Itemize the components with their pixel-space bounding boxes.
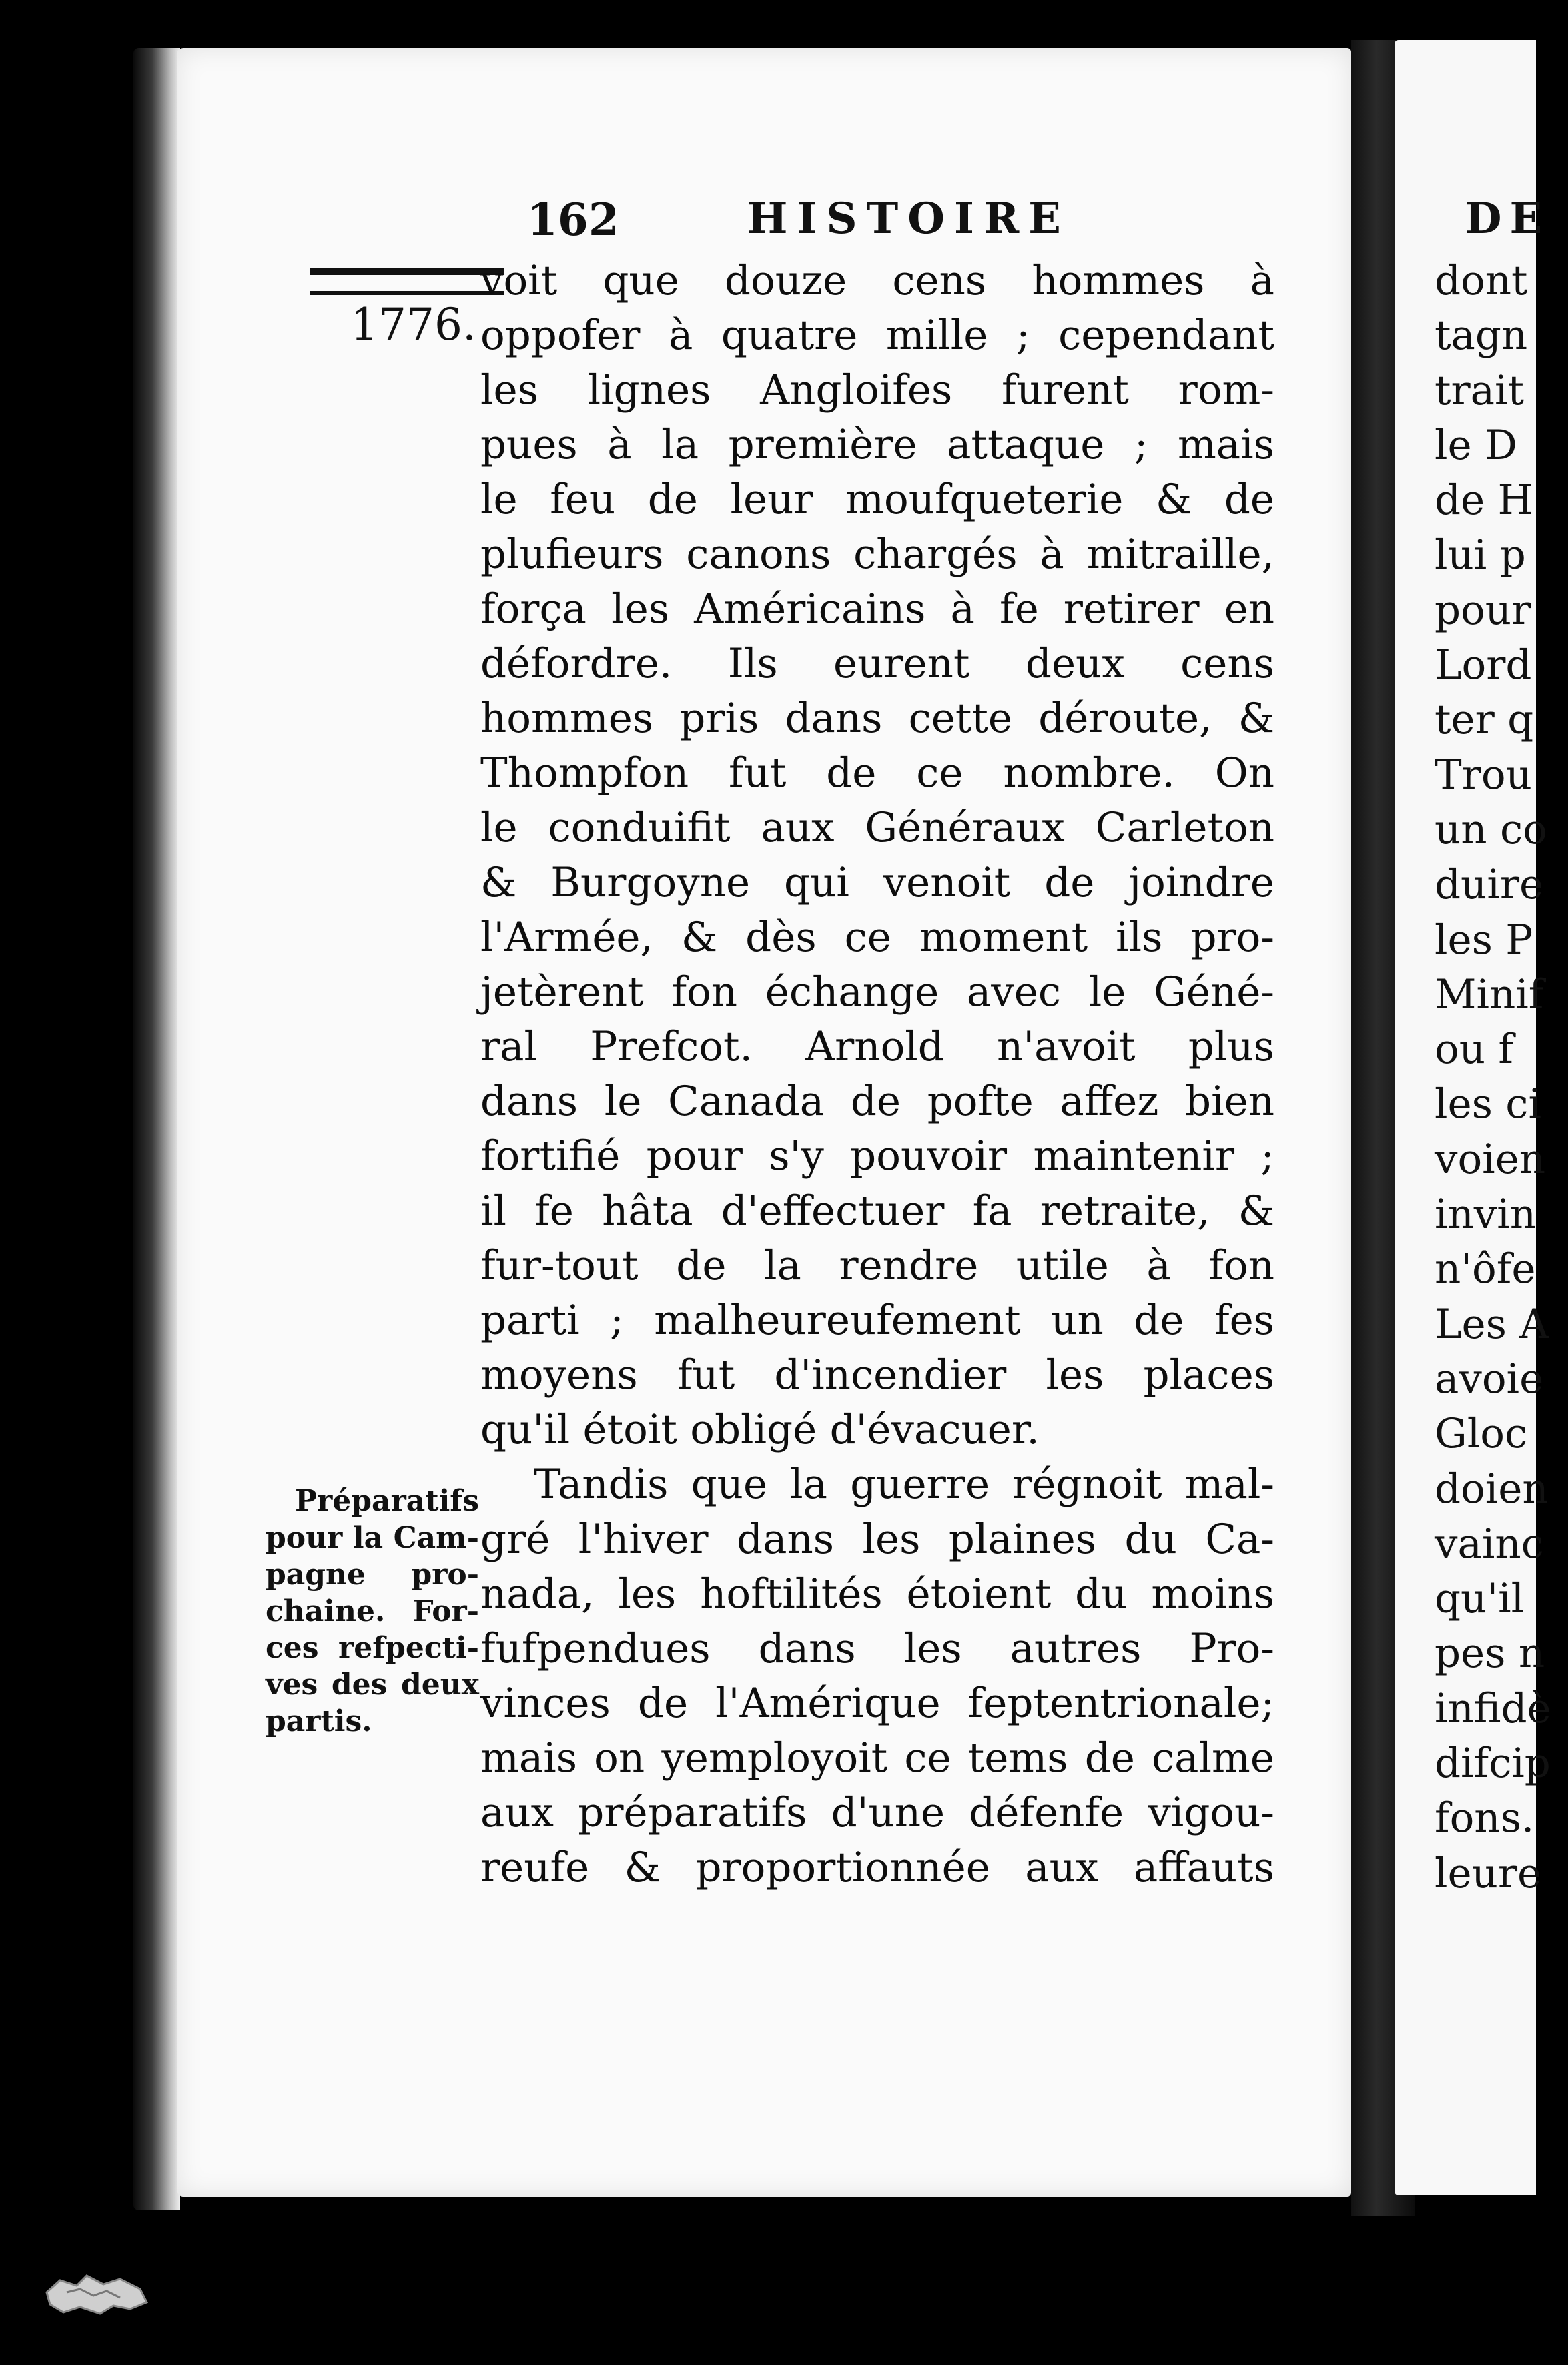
page-edge [133,48,180,2210]
margin-note-line: ves des deux [266,1668,479,1702]
text-line: força les Américains à fe retirer en [480,585,1274,633]
text-line: Tandis que la guerre régnoit mal- [534,1461,1274,1508]
text-line: moyens fut d'incendier les places [480,1351,1274,1399]
text-line: nada, les hoftilités étoient du moins [480,1570,1274,1618]
text-line: Thompfon fut de ce nombre. On [480,749,1274,797]
text-line: vinces de l'Amérique feptentrionale; [480,1680,1274,1727]
text-line: & Burgoyne qui venoit de joindre [480,859,1274,906]
text-line: gré l'hiver dans les plaines du Ca- [480,1515,1274,1563]
text-line: hommes pris dans cette déroute, & [480,695,1274,742]
text-line: l'Armée, & dès ce moment ils pro- [480,914,1274,961]
decorative-rule [310,268,504,295]
facing-line: de H [1435,476,1533,525]
text-line: reufe & proportionnée aux affauts [480,1844,1274,1891]
margin-note-line: partis. [266,1704,372,1738]
facing-line: n'ôfe [1435,1245,1536,1293]
margin-note-line: pagne pro- [266,1558,479,1592]
facing-line: voien [1435,1135,1546,1183]
facing-line: Lord [1435,641,1532,689]
text-line: voit que douze cens hommes à [480,257,1274,304]
facing-line: un co [1435,805,1547,854]
facing-line: le D [1435,421,1517,469]
facing-line: les P [1435,916,1533,964]
margin-note-line: pour la Cam- [266,1521,479,1555]
text-line: mais on yemployoit ce tems de calme [480,1734,1274,1782]
year-marginal: 1776. [350,299,476,350]
scanner-artifact-icon [40,2266,153,2322]
margin-note [266,1483,479,1740]
facing-line: Les A [1435,1300,1549,1348]
facing-line: les ci [1435,1080,1541,1128]
facing-line: invin [1435,1191,1537,1239]
facing-line: duire [1435,861,1544,909]
text-line: plufieurs canons chargés à mitraille, [480,531,1274,578]
text-line: le feu de leur moufqueterie & de [480,476,1274,523]
facing-line: Gloc [1435,1410,1528,1458]
facing-line: qu'il [1435,1575,1525,1623]
facing-line: lui p [1435,531,1526,579]
facing-line: fons. [1435,1794,1535,1842]
text-line: il fe hâta d'effectuer fa retraite, & [480,1187,1274,1235]
page-number: 162 [527,194,619,246]
facing-line: infidè [1435,1684,1551,1732]
text-line: le conduifit aux Généraux Carleton [480,804,1274,852]
facing-line: ou f [1435,1026,1513,1074]
facing-line: difcip [1435,1740,1551,1788]
facing-line: tagn [1435,312,1528,360]
facing-line: vainc [1435,1519,1544,1568]
text-line: oppofer à quatre mille ; cependant [480,312,1274,359]
facing-line: pes n [1435,1630,1545,1678]
facing-line: leure [1435,1849,1542,1897]
margin-note-line: ces refpecti- [266,1631,479,1665]
facing-line: ter q [1435,696,1534,744]
facing-line: trait [1435,366,1525,414]
running-head [520,194,1334,260]
text-line: fufpendues dans les autres Pro- [480,1625,1274,1672]
margin-note-line: Préparatifs [295,1484,479,1518]
text-line: défordre. Ils eurent deux cens [480,640,1274,687]
margin-note-line: chaine. For- [266,1594,479,1628]
text-line: parti ; malheureufement un de fes [480,1297,1274,1344]
facing-line: pour [1435,586,1531,634]
body-text [480,254,1274,1895]
facing-page-text [1435,254,1568,1901]
text-line: ral Prefcot. Arnold n'avoit plus [480,1023,1274,1070]
text-line: aux préparatifs d'une défenfe vigou- [480,1789,1274,1836]
text-line: pues à la première attaque ; mais [480,421,1274,468]
text-line: fur-tout de la rendre utile à fon [480,1242,1274,1289]
text-line: les lignes Angloifes furent rom- [480,366,1274,414]
text-line: fortifié pour s'y pouvoir maintenir ; [480,1132,1274,1180]
text-line: jetèrent fon échange avec le Géné- [480,968,1274,1016]
text-line: dans le Canada de pofte affez bien [480,1078,1274,1125]
running-title: HISTOIRE [747,194,1070,244]
text-line: qu'il étoit obligé d'évacuer. [480,1406,1040,1453]
facing-line: avoie [1435,1355,1544,1403]
facing-line: dont [1435,257,1528,304]
facing-page-head: DE [1465,194,1551,244]
facing-line: Minif [1435,970,1544,1018]
facing-line: doien [1435,1465,1549,1513]
facing-line: Trou [1435,751,1532,799]
